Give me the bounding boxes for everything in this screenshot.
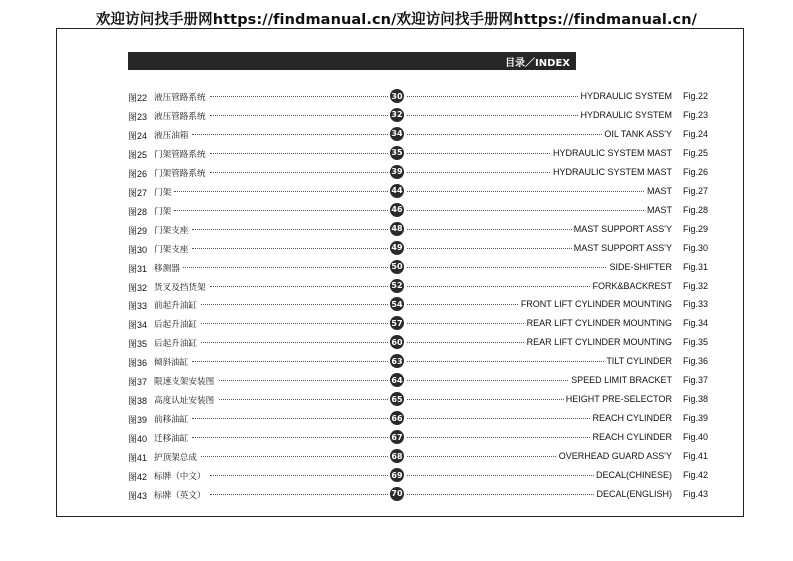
title-cn: 标牌（中文） xyxy=(154,472,206,482)
index-row[interactable] xyxy=(128,240,708,256)
title-cn: 门架 xyxy=(154,187,172,198)
title-cn: 高度认址安装图 xyxy=(154,396,215,407)
title-en: DECAL(CHINESE) xyxy=(595,470,672,480)
page-number-badge[interactable]: 65 xyxy=(390,392,404,406)
page-number-badge[interactable]: 39 xyxy=(390,165,404,179)
index-row[interactable] xyxy=(128,202,708,218)
page-number-badge[interactable]: 30 xyxy=(390,89,404,103)
title-cn: 门架支座 xyxy=(154,225,189,236)
page-number-badge[interactable]: 60 xyxy=(390,335,404,349)
figure-number-cn: 图26 xyxy=(128,168,148,179)
page-number-badge[interactable]: 32 xyxy=(390,108,404,122)
title-cn: 门架支座 xyxy=(154,244,189,255)
page-number-badge[interactable]: 68 xyxy=(390,449,404,463)
dot-leader-left xyxy=(210,286,388,287)
watermark-banner: 欢迎访问找手册网https://findmanual.cn/欢迎访问找手册网https://findmanual.cn/ xyxy=(95,12,698,28)
figure-number-cn: 图34 xyxy=(128,320,148,331)
page-number-badge[interactable]: 64 xyxy=(390,373,404,387)
title-cn: 倾斜油缸 xyxy=(154,358,189,369)
title-en: SIDE-SHIFTER xyxy=(609,261,672,272)
page-number-badge[interactable]: 44 xyxy=(390,184,404,198)
figure-number-cn: 图32 xyxy=(128,282,148,293)
figure-number-en: Fig.42 xyxy=(682,470,708,480)
dot-leader-left xyxy=(183,267,388,268)
page-number-badge[interactable]: 46 xyxy=(390,203,404,217)
figure-number-en: Fig.34 xyxy=(682,318,708,329)
figure-number-cn: 图40 xyxy=(128,434,148,445)
dot-leader-left xyxy=(210,494,388,495)
figure-number-en: Fig.36 xyxy=(682,356,708,367)
figure-number-cn: 图30 xyxy=(128,244,148,255)
figure-number-en: Fig.23 xyxy=(682,109,708,120)
figure-number-cn: 图27 xyxy=(128,187,148,198)
dot-leader-left xyxy=(174,191,388,192)
dot-leader-left xyxy=(210,475,388,476)
page-number-badge[interactable]: 54 xyxy=(390,297,404,311)
figure-number-en: Fig.43 xyxy=(682,488,708,499)
index-row[interactable] xyxy=(128,164,708,180)
index-header xyxy=(128,52,576,70)
figure-number-en: Fig.24 xyxy=(682,128,708,139)
index-row[interactable] xyxy=(128,467,708,483)
page-number-badge[interactable]: 69 xyxy=(390,468,404,482)
dot-leader-left xyxy=(201,323,388,324)
title-en: FRONT LIFT CYLINDER MOUNTING xyxy=(520,299,672,310)
page-number-badge[interactable]: 66 xyxy=(390,411,404,425)
title-cn: 液压管路系统 xyxy=(154,111,206,122)
title-en: DECAL(ENGLISH) xyxy=(596,488,672,499)
figure-number-en: Fig.27 xyxy=(682,185,708,196)
index-row[interactable] xyxy=(128,126,708,142)
figure-number-en: Fig.33 xyxy=(682,299,708,310)
index-row[interactable] xyxy=(128,486,708,502)
figure-number-cn: 图37 xyxy=(128,377,148,388)
title-cn: 标牌（英文） xyxy=(154,490,206,501)
page-number-badge[interactable]: 67 xyxy=(390,430,404,444)
figure-number-cn: 图39 xyxy=(128,415,148,426)
index-row[interactable] xyxy=(128,145,708,161)
dot-leader-left xyxy=(192,229,388,230)
page-number-badge[interactable]: 57 xyxy=(390,316,404,330)
figure-number-cn: 图23 xyxy=(128,111,148,122)
dot-leader-left xyxy=(192,437,388,438)
title-cn: 液压油箱 xyxy=(154,130,189,141)
title-en: REACH CYLINDER xyxy=(592,413,672,424)
title-cn: 门架管路系统 xyxy=(154,149,206,160)
figure-number-cn: 图29 xyxy=(128,225,148,236)
title-en: FORK&BACKREST xyxy=(592,280,672,291)
title-en: HYDRAULIC SYSTEM xyxy=(580,109,672,120)
figure-number-en: Fig.31 xyxy=(682,261,708,272)
index-row[interactable] xyxy=(128,183,708,199)
index-row[interactable] xyxy=(128,448,708,464)
figure-number-en: Fig.37 xyxy=(682,375,708,386)
title-cn: 后起升油缸 xyxy=(154,339,197,350)
figure-number-cn: 图33 xyxy=(128,301,148,312)
figure-number-en: Fig.39 xyxy=(682,413,708,424)
title-en: REAR LIFT CYLINDER MOUNTING xyxy=(526,318,672,329)
title-cn: 门架 xyxy=(154,206,172,217)
figure-number-en: Fig.22 xyxy=(682,91,708,101)
figure-number-en: Fig.30 xyxy=(682,242,708,253)
page-number-badge[interactable]: 48 xyxy=(390,222,404,236)
title-en: TILT CYLINDER xyxy=(606,356,672,367)
figure-number-cn: 图31 xyxy=(128,263,148,274)
title-cn: 迁移油缸 xyxy=(154,434,189,445)
figure-number-en: Fig.38 xyxy=(682,394,708,405)
title-cn: 门架管路系统 xyxy=(154,168,206,179)
title-cn: 前移油缸 xyxy=(154,415,189,426)
index-title: 目录／INDEX xyxy=(505,57,570,69)
index-row[interactable] xyxy=(128,391,708,407)
dot-leader-left xyxy=(210,96,388,97)
dot-leader-left xyxy=(210,153,388,154)
title-cn: 移测器 xyxy=(154,263,180,274)
title-en: MAST SUPPORT ASS'Y xyxy=(573,242,672,253)
figure-number-en: Fig.41 xyxy=(682,451,708,462)
index-row[interactable] xyxy=(128,410,708,426)
index-row[interactable] xyxy=(128,221,708,237)
figure-number-cn: 图24 xyxy=(128,130,148,141)
title-cn: 液压管路系统 xyxy=(154,93,206,103)
dot-leader-left xyxy=(210,172,388,173)
index-row[interactable] xyxy=(128,334,708,350)
dot-leader-left xyxy=(210,115,388,116)
figure-number-cn: 图43 xyxy=(128,490,148,501)
dot-leader-left xyxy=(219,399,388,400)
dot-leader-left xyxy=(201,342,388,343)
title-en: REAR LIFT CYLINDER MOUNTING xyxy=(526,337,672,348)
dot-leader-right xyxy=(407,191,670,192)
title-en: OVERHEAD GUARD ASS'Y xyxy=(558,451,672,462)
figure-number-cn: 图35 xyxy=(128,339,148,350)
index-row[interactable] xyxy=(128,353,708,369)
figure-number-cn: 图28 xyxy=(128,206,148,217)
figure-number-cn: 图38 xyxy=(128,396,148,407)
index-row[interactable] xyxy=(128,296,708,312)
title-en: HEIGHT PRE-SELECTOR xyxy=(565,394,672,405)
dot-leader-left xyxy=(192,248,388,249)
title-en: HYDRAULIC SYSTEM MAST xyxy=(552,147,672,158)
title-en: HYDRAULIC SYSTEM xyxy=(580,91,672,101)
page-number-badge[interactable]: 49 xyxy=(390,241,404,255)
figure-number-en: Fig.40 xyxy=(682,432,708,443)
figure-number-cn: 图42 xyxy=(128,472,148,482)
index-row[interactable] xyxy=(128,278,708,294)
index-row[interactable] xyxy=(128,88,708,104)
title-cn: 后起升油缸 xyxy=(154,320,197,331)
page-number-badge[interactable]: 50 xyxy=(390,260,404,274)
title-en: SPEED LIMIT BRACKET xyxy=(571,375,672,386)
index-row[interactable] xyxy=(128,429,708,445)
index-row[interactable] xyxy=(128,315,708,331)
title-en: MAST SUPPORT ASS'Y xyxy=(573,223,672,234)
title-en: HYDRAULIC SYSTEM MAST xyxy=(552,166,672,177)
title-cn: 前起升油缸 xyxy=(154,301,197,312)
title-en: MAST xyxy=(646,204,672,215)
figure-number-en: Fig.32 xyxy=(682,280,708,291)
title-en: OIL TANK ASS'Y xyxy=(604,128,672,139)
figure-number-en: Fig.29 xyxy=(682,223,708,234)
title-cn: 限速支架安装图 xyxy=(154,377,215,388)
index-row[interactable] xyxy=(128,259,708,275)
figure-number-cn: 图36 xyxy=(128,358,148,369)
index-row[interactable] xyxy=(128,372,708,388)
dot-leader-left xyxy=(192,361,388,362)
page-number-badge[interactable]: 34 xyxy=(390,127,404,141)
dot-leader-left xyxy=(201,304,388,305)
page-number-badge[interactable]: 35 xyxy=(390,146,404,160)
figure-number-en: Fig.25 xyxy=(682,147,708,158)
dot-leader-left xyxy=(174,210,388,211)
title-cn: 护顶架总成 xyxy=(154,453,197,464)
figure-number-en: Fig.26 xyxy=(682,166,708,177)
title-en: MAST xyxy=(646,185,672,196)
title-en: REACH CYLINDER xyxy=(592,432,672,443)
dot-leader-left xyxy=(201,456,388,457)
dot-leader-left xyxy=(192,134,388,135)
index-row[interactable] xyxy=(128,107,708,123)
dot-leader-left xyxy=(219,380,388,381)
figure-number-cn: 图22 xyxy=(128,93,148,103)
dot-leader-left xyxy=(192,418,388,419)
title-cn: 货叉及挡货架 xyxy=(154,282,206,293)
figure-number-en: Fig.35 xyxy=(682,337,708,348)
figure-number-cn: 图25 xyxy=(128,149,148,160)
page-number-badge[interactable]: 52 xyxy=(390,279,404,293)
page-number-badge[interactable]: 63 xyxy=(390,354,404,368)
page-number-badge[interactable]: 70 xyxy=(390,487,404,501)
figure-number-en: Fig.28 xyxy=(682,204,708,215)
dot-leader-right xyxy=(407,210,670,211)
figure-number-cn: 图41 xyxy=(128,453,148,464)
